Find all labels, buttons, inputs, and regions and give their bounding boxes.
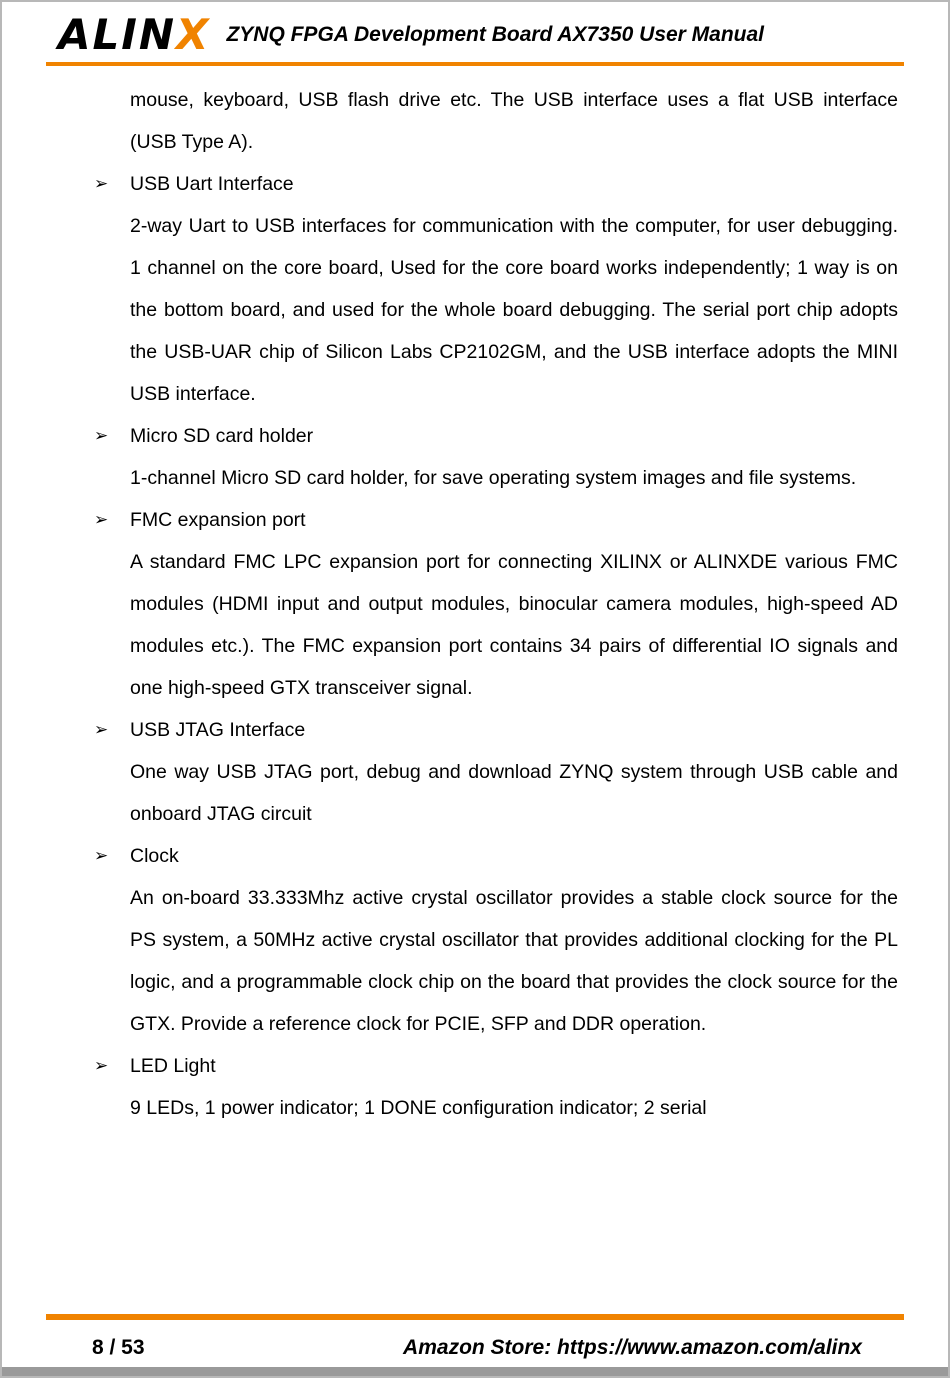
page-number: 8 / 53 xyxy=(92,1336,145,1359)
bullet-arrow-icon: ➢ xyxy=(94,426,109,445)
section-heading-text: USB Uart Interface xyxy=(130,173,294,195)
section-paragraph: An on-board 33.333Mhz active crystal oscillator provides a stable clock source for the PS system, a 50MHz active crystal oscillator that provides additional clocking for the PL logic, and a programmable clock chip on the board that provides the clock source for the GTX. Provide a reference clock for PCIE, SFP and DDR operation. xyxy=(130,887,898,1035)
section-heading xyxy=(94,415,898,457)
page-body xyxy=(2,66,948,1129)
section-paragraph: 1-channel Micro SD card holder, for save operating system images and file systems. xyxy=(130,467,857,489)
section-heading xyxy=(94,709,898,751)
page-header xyxy=(2,2,948,60)
bullet-arrow-icon: ➢ xyxy=(94,1056,109,1075)
intro-paragraph: mouse, keyboard, USB flash drive etc. The USB interface uses a flat USB interface (USB Type A). xyxy=(130,89,898,153)
page-title: ZYNQ FPGA Development Board AX7350 User Manual xyxy=(226,23,765,46)
section-paragraph: 2-way Uart to USB interfaces for communication with the computer, for user debugging. 1 channel on the core board, Used for the core board works independently; 1 way is on the bottom board, and used for the whole board debugging. The serial port chip adopts the USB-UAR chip of Silicon Labs CP2102GM, and the USB interface adopts the MINI USB interface. xyxy=(130,215,898,405)
footer-rule xyxy=(46,1314,904,1320)
alinx-logo-x: X xyxy=(176,10,211,59)
bullet-arrow-icon: ➢ xyxy=(94,720,109,739)
bullet-arrow-icon: ➢ xyxy=(94,846,109,865)
page-footer xyxy=(2,1314,948,1360)
section-micro-sd xyxy=(94,415,898,499)
section-heading-text: Micro SD card holder xyxy=(130,425,314,447)
section-heading xyxy=(94,499,898,541)
section-heading-text: USB JTAG Interface xyxy=(130,719,306,741)
alinx-logo xyxy=(58,10,211,59)
section-usb-uart xyxy=(94,163,898,415)
section-heading-text: FMC expansion port xyxy=(130,509,306,531)
section-heading-text: Clock xyxy=(130,845,179,867)
section-clock xyxy=(94,835,898,1045)
section-paragraph: 9 LEDs, 1 power indicator; 1 DONE configuration indicator; 2 serial xyxy=(130,1097,707,1119)
store-text: Amazon Store: https://www.amazon.com/alinx xyxy=(403,1336,862,1359)
section-heading-text: LED Light xyxy=(130,1055,216,1077)
section-heading xyxy=(94,163,898,205)
section-fmc xyxy=(94,499,898,709)
section-heading xyxy=(94,1045,898,1087)
section-paragraph: One way USB JTAG port, debug and download ZYNQ system through USB cable and onboard JTAG circuit xyxy=(130,761,898,825)
bullet-arrow-icon: ➢ xyxy=(94,510,109,529)
section-led xyxy=(94,1045,898,1129)
alinx-logo-text: ALIN xyxy=(58,10,177,59)
bullet-arrow-icon: ➢ xyxy=(94,174,109,193)
section-paragraph: A standard FMC LPC expansion port for connecting XILINX or ALINXDE various FMC modules (HDMI input and output modules, binocular camera modules, high-speed AD modules etc.). The FMC expansion port contains 34 pairs of differential IO signals and one high-speed GTX transceiver signal. xyxy=(130,551,898,699)
section-usb-jtag xyxy=(94,709,898,835)
footer-row xyxy=(2,1336,948,1360)
section-heading xyxy=(94,835,898,877)
page-bottom-edge xyxy=(2,1367,948,1376)
